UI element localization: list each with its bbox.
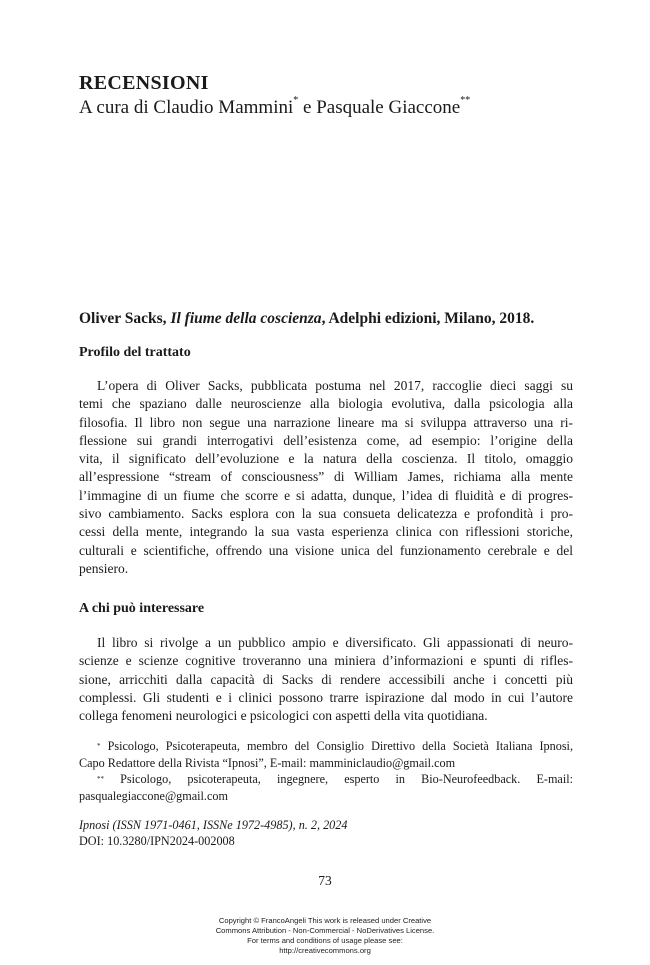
paragraph-line: all’espressione “stream of consciousness” di William James, richiama alla mente bbox=[79, 469, 573, 485]
book-author: Oliver Sacks, bbox=[79, 310, 171, 327]
book-title: Il fiume della coscienza bbox=[170, 310, 322, 327]
paragraph-line: scienze e scienze cognitive troveranno una miniera d’informazioni e spunti di rifles- bbox=[79, 653, 573, 669]
section-heading-interessare: A chi può interessare bbox=[79, 601, 205, 616]
footnotes bbox=[79, 738, 573, 804]
license-line: Copyright © FrancoAngeli This work is released under Creative bbox=[218, 916, 432, 925]
editors-line bbox=[79, 97, 470, 119]
paragraph-interessare bbox=[79, 634, 573, 725]
paragraph-line: sione, arricchiti dalla capacità di Sacks di rendere accessibili anche i concetti più bbox=[79, 671, 573, 687]
license-line: For terms and conditions of usage please see: bbox=[247, 936, 403, 945]
paragraph-profilo bbox=[79, 377, 573, 578]
paragraph-line: culturali e scientifiche, offrendo una visione unica del funzionamento cerebrale e del bbox=[79, 542, 573, 558]
paragraph-line: filosofia. Il libro non segue una narrazione lineare ma si sviluppa attraverso una ri- bbox=[79, 414, 573, 430]
paragraph-line: collega fenomeni neurologici e psicologici con aspetti della vita quotidiana. bbox=[79, 708, 488, 724]
editors-mid: e Pasquale Giaccone bbox=[298, 97, 461, 118]
footnote-2-line: pasqualegiaccone@gmail.com bbox=[79, 788, 228, 803]
paragraph-line: sivo cambiamento. Sacks esplora con la sua consueta delicatezza e profondità i pro- bbox=[79, 506, 573, 522]
footnote-1-line: Capo Redattore della Rivista “Ipnosi”, E-mail: mamminiclaudio@gmail.com bbox=[79, 755, 456, 770]
footnote-1-line: * Psicologo, Psicoterapeuta, membro del Consiglio Direttivo della Società Italiana Ipnosi, bbox=[97, 739, 573, 753]
editors-prefix: A cura di Claudio Mammini bbox=[79, 97, 294, 118]
section-heading-profilo: Profilo del trattato bbox=[79, 345, 191, 360]
paragraph-line: pensiero. bbox=[79, 560, 129, 576]
paragraph-line: cessi della mente, integrando la sua vasta esperienza clinica con riflessioni storiche, bbox=[79, 524, 573, 540]
footnote-1-mark: * bbox=[97, 742, 101, 750]
book-heading bbox=[79, 310, 534, 328]
journal-doi: DOI: 10.3280/IPN2024-002008 bbox=[79, 834, 235, 848]
editor2-footnote-mark[interactable]: ** bbox=[460, 95, 471, 106]
journal-info bbox=[79, 817, 347, 849]
license-notice bbox=[0, 916, 650, 956]
editor1-footnote-mark[interactable]: * bbox=[293, 95, 299, 106]
paragraph-line: L’opera di Oliver Sacks, pubblicata postuma nel 2017, raccoglie dieci saggi su bbox=[97, 378, 573, 393]
book-publisher: , Adelphi edizioni, Milano, 2018. bbox=[321, 310, 535, 327]
page-number: 73 bbox=[318, 873, 332, 888]
paragraph-line: temi che spaziano dalle neuroscienze alla biologia evolutiva, dalla psicologia alla bbox=[79, 396, 573, 412]
paragraph-line: vita, il significato dell’evoluzione e la natura della coscienza. Il titolo, omaggio bbox=[79, 451, 573, 467]
footnote-2-mark: ** bbox=[97, 775, 104, 784]
paragraph-line: Il libro si rivolge a un pubblico ampio e diversificato. Gli appassionati di neuro- bbox=[97, 635, 573, 650]
journal-citation: Ipnosi (ISSN 1971-0461, ISSNe 1972-4985), n. 2, 2024 bbox=[79, 818, 348, 832]
paragraph-line: flessione sui grandi interrogativi dell’esistenza come, ad esempio: l’origine della bbox=[79, 432, 573, 448]
license-line: Commons Attribution - Non-Commercial - NoDerivatives License. bbox=[215, 926, 435, 935]
license-link[interactable]: http://creativecommons.org bbox=[279, 946, 371, 955]
section-title: RECENSIONI bbox=[79, 72, 209, 94]
footnote-2-line: ** Psicologo, psicoterapeuta, ingegnere, esperto in Bio-Neurofeedback. E-mail: bbox=[97, 772, 573, 787]
paragraph-line: complessi. Gli studenti e i clinici possono trarre ispirazione dal modo in cui l’autore bbox=[79, 689, 573, 705]
paragraph-line: l’immagine di un fiume che scorre e si adatta, dunque, l’idea di fluidità e di progres- bbox=[79, 487, 573, 503]
